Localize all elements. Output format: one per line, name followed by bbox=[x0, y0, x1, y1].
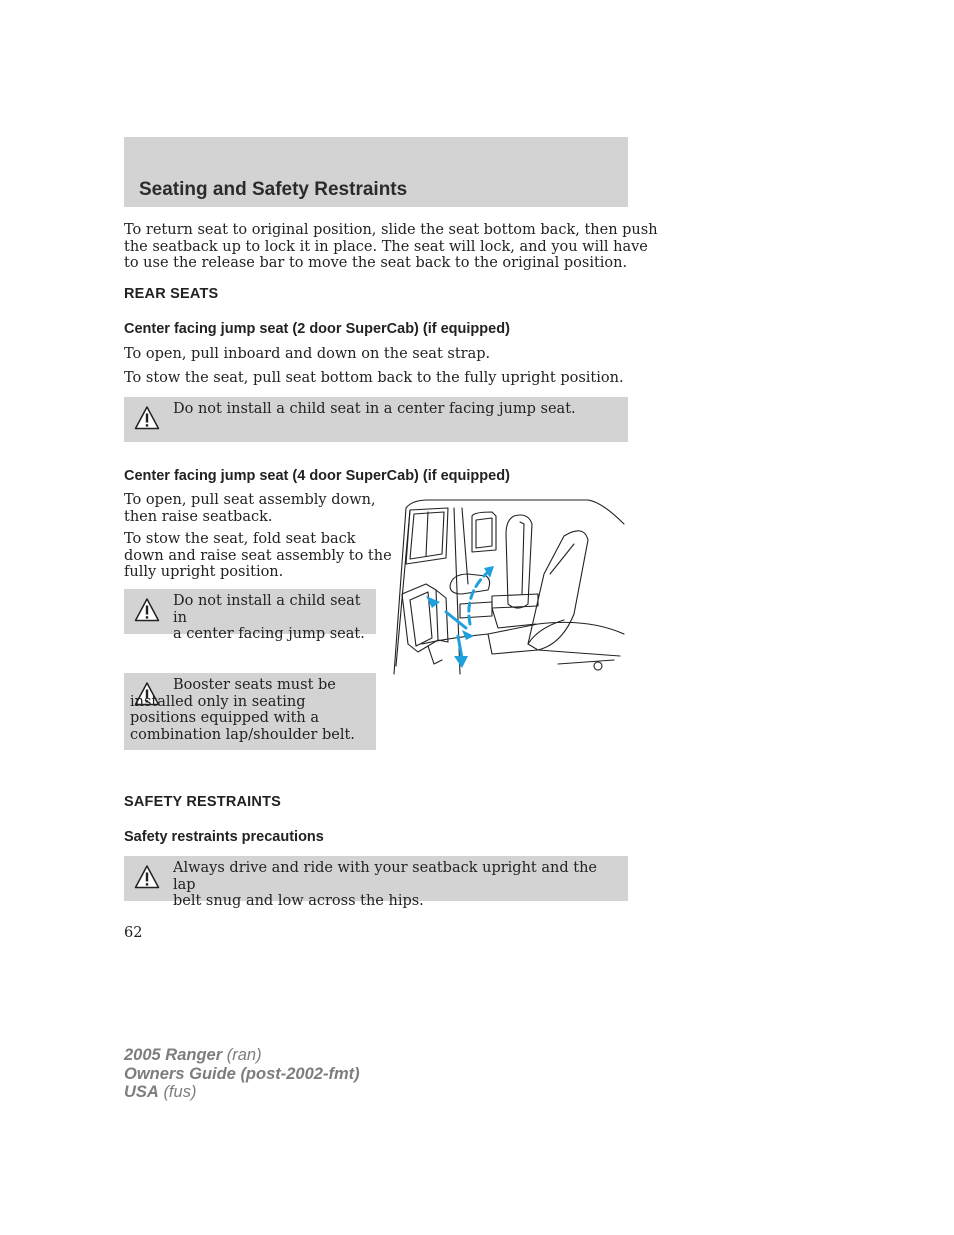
text-line: combination lap/shoulder belt. bbox=[130, 726, 355, 743]
safety-precautions-warning-box bbox=[124, 856, 628, 909]
footer-region-code: (fus) bbox=[163, 1083, 197, 1101]
two-door-stow-text: To stow the seat, pull seat bottom back to the fully upright position. bbox=[124, 370, 624, 386]
text-line: To stow the seat, fold seat back bbox=[124, 531, 356, 547]
warning-box-4door bbox=[124, 589, 376, 642]
text-line: Do not install a child seat in bbox=[173, 593, 361, 626]
four-door-jump-seat-heading: Center facing jump seat (4 door SuperCab) (if equipped) bbox=[124, 468, 510, 484]
intro-line: to use the release bar to move the seat back to the original position. bbox=[124, 255, 628, 271]
page-number: 62 bbox=[124, 925, 143, 941]
warning-text bbox=[130, 677, 370, 743]
text-line: Booster seats must be bbox=[173, 677, 336, 693]
footer-model: 2005 Ranger bbox=[124, 1046, 223, 1064]
text-line: belt snug and low across the hips. bbox=[173, 893, 424, 909]
two-door-open-text: To open, pull inboard and down on the seat strap. bbox=[124, 346, 491, 362]
footer-region: USA bbox=[124, 1083, 159, 1101]
four-door-open-text bbox=[124, 492, 376, 525]
warning-text bbox=[173, 860, 620, 910]
warning-triangle-icon bbox=[134, 405, 160, 431]
warning-text bbox=[173, 593, 368, 643]
text-line: fully upright position. bbox=[124, 564, 284, 580]
document-footer bbox=[124, 1046, 360, 1102]
text-line: positions equipped with a bbox=[130, 710, 320, 726]
text-line: down and raise seat assembly to the bbox=[124, 547, 392, 564]
booster-seat-warning-box bbox=[124, 673, 376, 750]
footer-line-region bbox=[124, 1083, 360, 1102]
warning-triangle-icon bbox=[134, 864, 160, 890]
warning-text: Do not install a child seat in a center facing jump seat. bbox=[173, 401, 576, 417]
rear-seats-heading: REAR SEATS bbox=[124, 286, 219, 302]
warning-triangle-icon bbox=[134, 597, 160, 623]
two-door-jump-seat-heading: Center facing jump seat (2 door SuperCab) (if equipped) bbox=[124, 321, 510, 337]
text-line: then raise seatback. bbox=[124, 508, 273, 525]
text-line: To open, pull seat assembly down, bbox=[124, 492, 376, 508]
four-door-stow-text bbox=[124, 531, 392, 581]
intro-paragraph bbox=[124, 222, 658, 272]
page-title: Seating and Safety Restraints bbox=[139, 179, 408, 200]
text-line: Always drive and ride with your seatback upright and the lap bbox=[173, 860, 597, 893]
text-line: a center facing jump seat. bbox=[173, 626, 365, 642]
jump-seat-illustration bbox=[388, 494, 628, 680]
footer-guide: Owners Guide (post-2002-fmt) bbox=[124, 1064, 360, 1083]
safety-precautions-heading: Safety restraints precautions bbox=[124, 829, 324, 845]
warning-box-2door bbox=[124, 397, 628, 442]
section-header bbox=[124, 137, 628, 207]
footer-line-guide bbox=[124, 1065, 360, 1084]
footer-line-model bbox=[124, 1046, 360, 1065]
safety-restraints-heading: SAFETY RESTRAINTS bbox=[124, 794, 282, 810]
footer-model-code: (ran) bbox=[226, 1046, 262, 1064]
intro-line: the seatback up to lock it in place. The seat will lock, and you will have bbox=[124, 238, 648, 255]
intro-line: To return seat to original position, slide the seat bottom back, then push bbox=[124, 222, 658, 238]
text-line: installed only in seating bbox=[130, 693, 306, 710]
